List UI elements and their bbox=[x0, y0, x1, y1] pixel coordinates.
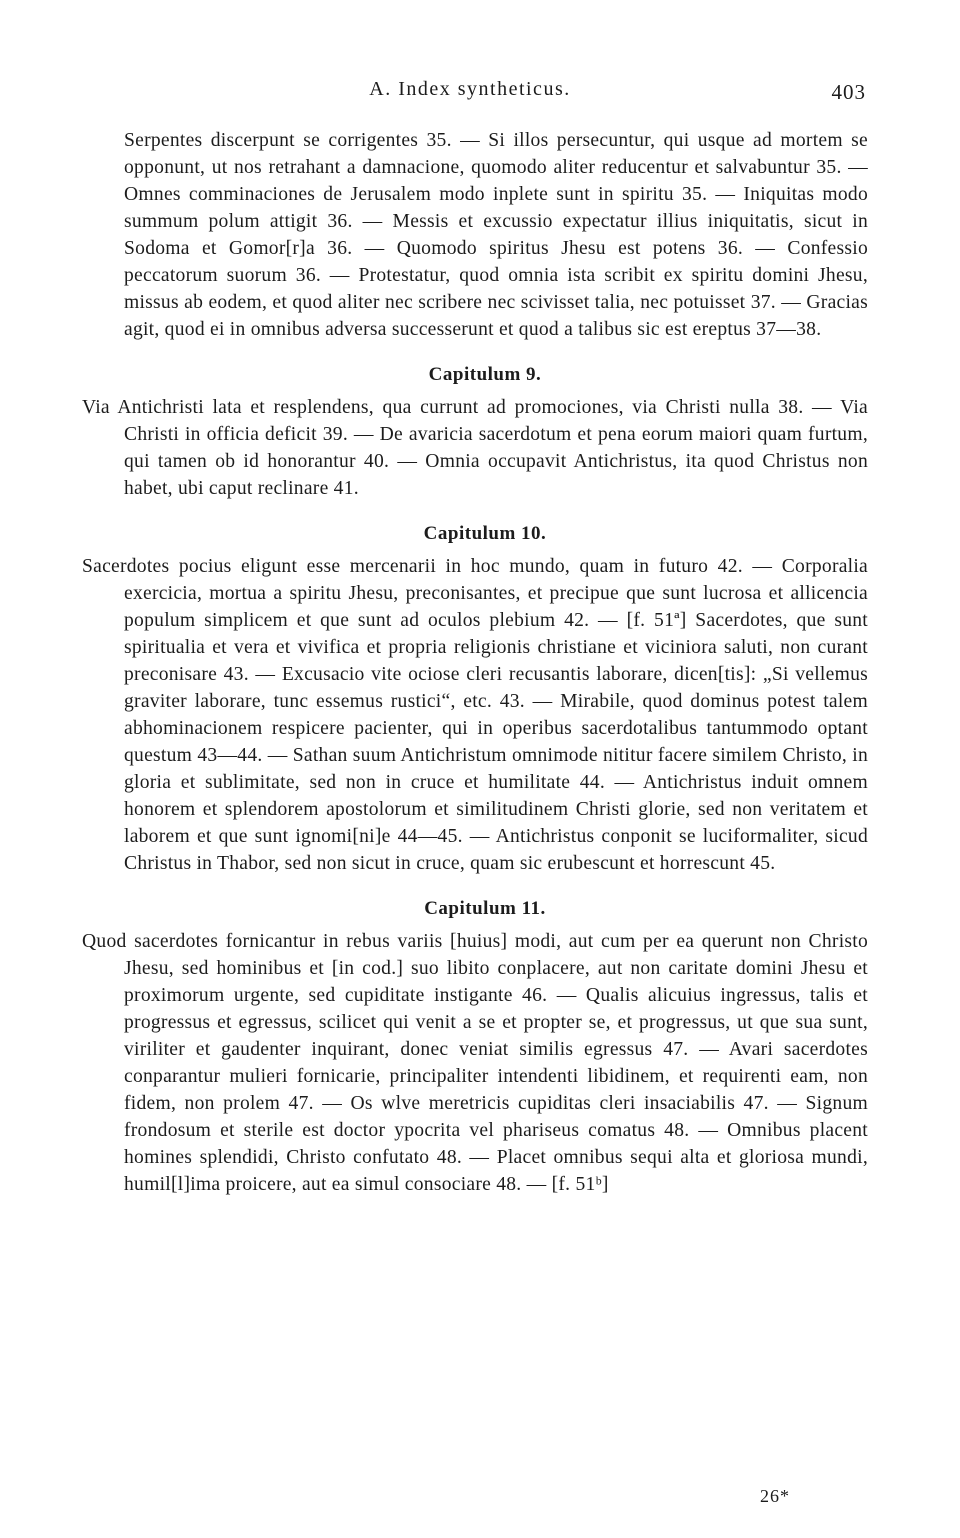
chapter-9-paragraph: Via Antichristi lata et resplendens, qua currunt ad promociones, via Christi nulla 38. — Via Christi in officia deficit 39. — De avaricia sacerdotum et pena eorum maiori quam furtum, qui tamen ob id honorantur 40. — Omnia occupavit Antichristus, ita quod Christus non habet, ubi caput reclinare 41. bbox=[82, 397, 868, 499]
index-body bbox=[82, 127, 868, 1198]
chapter-11-heading: Capitulum 11. bbox=[424, 898, 546, 919]
page-header bbox=[0, 76, 960, 106]
chapter-11-paragraph: Quod sacerdotes fornicantur in rebus variis [huius] modi, aut cum per ea querunt non Christo Jhesu, sed hominibus et [in cod.] suo libito conplacere, aut non caritate domini Jhesu et proximorum urgente, sed cupiditate instigante 46. — Qualis alicuius ingressus, talis et progressus et egressus, scilicet qui venit a se et propter se, et progressus, ut que sua sunt, viriliter et gaudenter inquirant, donec veniat similis egressus 47. — Avari sacerdotes conparantur mulieri fornicarie, principaliter intendenti libidinem, et requirenti eam, non fidem, non prolem 47. — Os wlve meretricis cupiditas cleri insaciabilis 47. — Signum frondosum et sterile est doctor ypocrita vel phariseus comatus 48. — Omnibus placent homines splendidi, Christo confutato 48. — Placet omnibus sequi alta et gloriosa mundi, humil[l]ima proicere, aut ea simul consociare 48. — [f. 51ᵇ] bbox=[82, 931, 868, 1195]
running-title: A. Index syntheticus. bbox=[369, 78, 571, 100]
chapter-10-paragraph: Sacerdotes pocius eligunt esse mercenarii in hoc mundo, quam in futuro 42. — Corporalia exercicia, mortua a spiritu Jhesu, preconisantes, et precipue que sunt lucrosa et allicencia populum simplicem et que sunt ad oculos plebium 42. — [f. 51ª] Sacerdotes, que sunt spiritualia et vera et vivifica et propria religionis christiane et viciniora saluti, non curant preconisare 43. — Excusacio vite ociose cleri recusantis laborare, dicen[tis]: „Si vellemus graviter laborare, tunc essemus rustici“, etc. 43. — Mirabile, quod dominus potest talem abhominacionem respicere pacienter, qui in operibus sacerdotalibus tantummodo optant questum 43—44. — Sathan suum Antichristum omnimode nititur facere similem Christo, in gloria et sublimitate, sed non in cruce et humilitate 44. — Antichristus induit omnem honorem et splendorem apostolorum et similitudinem Christi glorie, sed non veritatem et laborem et que sunt ignomi[ni]e 44—45. — Antichristus conponit se luciformaliter, sicud Christus in Thabor, sed non sicut in cruce, quam sic erubescunt et horrescunt 45. bbox=[82, 556, 868, 874]
intro-paragraph: Serpentes discerpunt se corrigentes 35. — Si illos persecuntur, qui usque ad mortem se opponunt, ut nos retrahant a damnacione, quomodo aliter reducentur et salvabuntur 35. — Omnes comminaciones de Jerusalem modo inplete sunt in spiritu 35. — Iniquitas modo summum polum attigit 36. — Messis et excussio expectatur illius iniquitatis, sicut in Sodoma et Gomor[r]a 36. — Quomodo spiritus Jhesu est potens 36. — Confessio peccatorum suorum 36. — Protestatur, quod omnia ista scribit ex spiritu domini Jhesu, missus ab eodem, et quod aliter nec scribere nec scivisset talia, nec potuisset 37. — Gracias agit, quod ei in omnibus adversa successerunt et quod a talibus sic est ereptus 37—38. bbox=[124, 130, 868, 340]
chapter-10-heading: Capitulum 10. bbox=[423, 523, 547, 544]
page-number: 403 bbox=[831, 80, 866, 104]
signature-mark: 26* bbox=[760, 1486, 790, 1506]
chapter-9-heading: Capitulum 9. bbox=[428, 364, 542, 385]
